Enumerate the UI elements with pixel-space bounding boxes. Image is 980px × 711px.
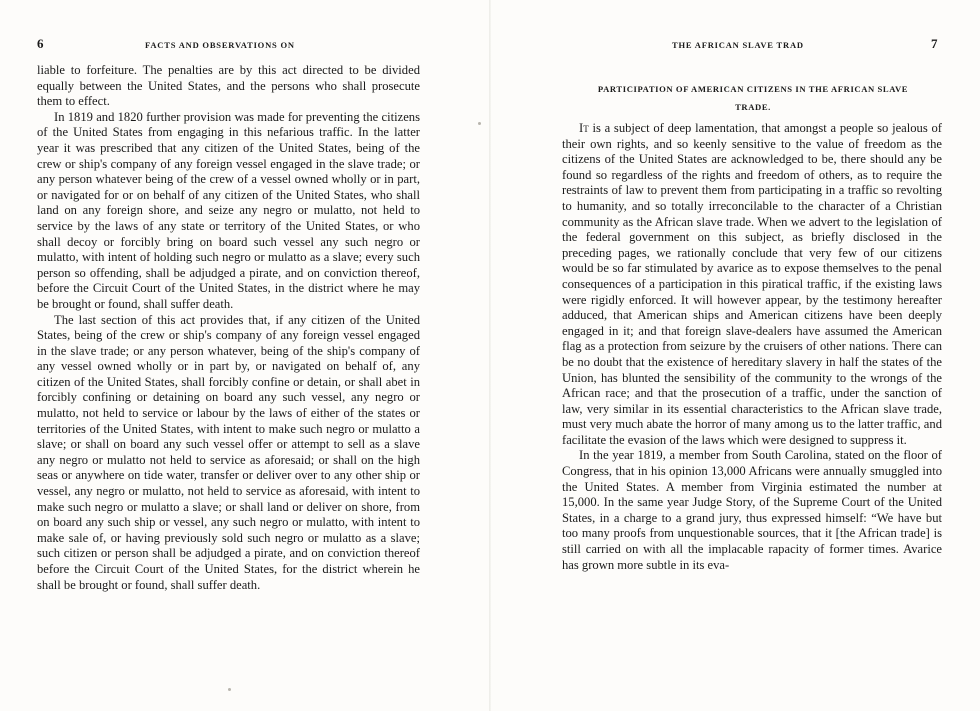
paragraph: In 1819 and 1820 further provision was made for preventing the citizens of the United States from engaging in this nefarious traffic. In the latter year it was prescribed that any citizen of the United States, being of the crew or ship's company of any foreign vessel engaged in the slave trade; or any person whatever being of the crew of a vessel owned wholly or in part, or navigated for or on behalf of any citizen of the United States, who shall land on any foreign shore, and seize any negro or mulatto, not held to service by the laws of any state or territory of the United States, or who shall decoy or forcibly bring on board such vessel any such negro or mulatto, with intent of holding such negro or mulatto as a slave; every such person so offending, shall be adjudged a pirate, and on conviction thereof, before the Circuit Court of the United States, in the district where he may be brought or found, shall suffer death. [37, 109, 420, 311]
paragraph: In the year 1819, a member from South Carolina, stated on the floor of Congress, that in his opinion 13,000 Africans were annually smuggled into the United States. A member from Virginia estimated the number at 15,000. In the same year Judge Story, of the Supreme Court of the United States, in a charge to a grand jury, thus expressed himself: “We have but too many proofs from unquestionable sources, that it [the African trade] is still carried on with all the implacable rapacity of former times. Avarice has grown more subtle in its eva- [562, 448, 942, 572]
scan-speck [228, 688, 231, 691]
section-heading-line: PARTICIPATION OF AMERICAN CITIZENS IN THE AFRICAN SLAVE [597, 84, 909, 94]
left-body-text [37, 63, 420, 593]
right-body-text [562, 121, 942, 573]
page-number: 7 [931, 36, 938, 51]
running-head: FACTS AND OBSERVATIONS ON [145, 40, 295, 50]
running-head: THE AFRICAN SLAVE TRAD [672, 40, 804, 50]
scan-speck [478, 122, 481, 125]
section-heading-line: TRADE. [735, 102, 771, 112]
paragraph: liable to forfeiture. The penalties are by this act directed to be divided equally between the United States, and the persons who shall prosecute them to effect. [37, 63, 420, 109]
paragraph: The last section of this act provides that, if any citizen of the United States, being of the crew or ship's company of any foreign vessel engaged in the slave trade; or any person whatever, being of the ship's company of any vessel owned wholly or in part by, or navigated on behalf of, any citizen of the United States, shall forcibly confine or detain, or shall abet in forcibly confining or detaining on board any such vessel, any negro or mulatto, not held to service or labour by the laws of either of the states or territories of the United States, with intent to make such negro or mulatto a slave; or shall on board any such vessel offer or attempt to sell as a slave any negro or mulatto not held to service as aforesaid; or shall on the high seas or anywhere on tide water, transfer or deliver over to any other ship or vessel, any negro or mulatto, not held to service as aforesaid, with intent to make such negro or mulatto a slave; or shall land or deliver on shore, from on board any such ship or vessel, any such negro or mulatto, with intent to make sale of, or having previously sold such negro or mulatto as a slave; such citizen or person shall be adjudged a pirate, and on conviction thereof before the Circuit Court of the United States, for the district wherein he shall be brought or found, shall suffer death. [37, 312, 420, 592]
lead-word: It [579, 121, 589, 135]
page-number: 6 [37, 36, 44, 51]
section-heading [568, 80, 938, 116]
paragraph-text: is a subject of deep lamentation, that amongst a people so jealous of their own rights, and so keenly sensitive to the value of freedom as the citizens of the United States are acknowledged to be, there should any be found so regardless of the rights and freedom of others, as to require the restraints of law to prevent them from participating in a traffic so revolting to humanity, and so totally irreconcilable to the character of a Christian community as the African slave trade. When we advert to the legislation of the federal government on this subject, as briefly disclosed in the preceding pages, we rationally conclude that very few of our citizens would be so far stimulated by avarice as to expose themselves to the penal consequences of a participation in this piratical traffic, if the existing laws were rigidly enforced. It will however appear, by the testimony hereafter adduced, that American ships and American citizens have been deeply engaged in it; and that foreign slave-dealers have assumed the American flag as a protection from seizure by the cruisers of other nations. There can be no doubt that the existence of hereditary slavery in half the states of the Union, has blunted the sensibility of the community to the wrongs of the African race; and that the prosecution of a traffic, under the sanction of law, very similar in its essential characteristics to the African slave trade, must very much abate the horror of many among us to the latter traffic, and facilitate the evasion of the laws which were designed to suppress it. [562, 121, 942, 447]
right-page [490, 0, 980, 711]
paragraph [562, 121, 942, 448]
